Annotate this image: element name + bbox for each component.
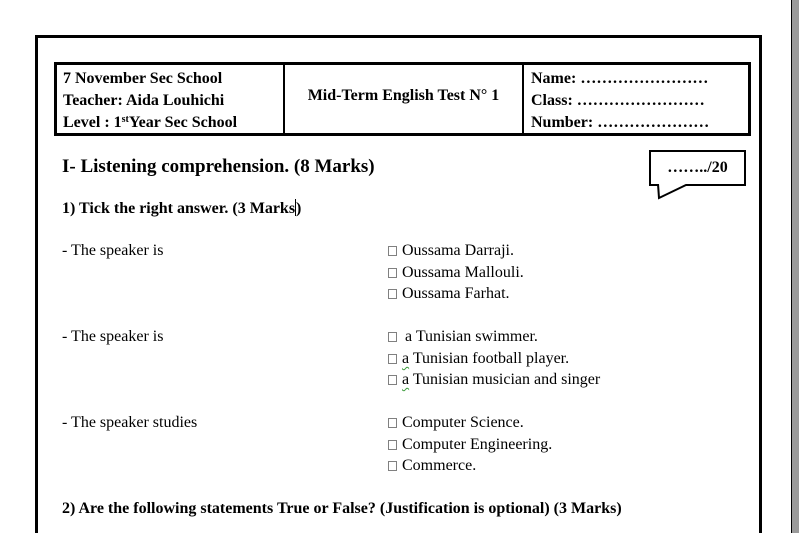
page-shadow	[792, 0, 799, 533]
option-article: a	[405, 328, 413, 345]
header-table	[54, 62, 751, 136]
question-2-title: 2) Are the following statements True or False? (Justification is optional) (3 Marks)	[62, 500, 622, 517]
question-1-text: 1) Tick the right answer. (3 Marks	[62, 200, 296, 217]
level-prefix: Level : 1	[63, 114, 122, 131]
option-label: Tunisian musician and singer	[409, 371, 601, 388]
option-label: Computer Engineering.	[402, 436, 553, 453]
answer-option[interactable]	[388, 327, 538, 347]
checkbox-icon[interactable]	[388, 375, 397, 385]
name-field[interactable]: Name: ……………………	[531, 70, 709, 87]
checkbox-icon[interactable]	[388, 354, 397, 364]
option-label: Oussama Farhat.	[402, 285, 510, 302]
question-stem: - The speaker is	[62, 328, 164, 345]
option-label: Tunisian swimmer.	[412, 328, 538, 345]
answer-option[interactable]	[388, 413, 524, 433]
level-superscript: st	[121, 114, 129, 125]
school-name: 7 November Sec School	[63, 70, 223, 87]
option-label: Tunisian football player.	[409, 350, 570, 367]
option-article: a	[402, 350, 410, 367]
answer-option[interactable]	[388, 241, 514, 261]
question-1-title	[62, 199, 301, 218]
question-stem: - The speaker studies	[62, 414, 198, 431]
question-stem: - The speaker is	[62, 242, 164, 259]
answer-option[interactable]	[388, 456, 476, 476]
school-info-cell	[57, 65, 285, 133]
callout-tail-icon	[656, 184, 690, 200]
checkbox-icon[interactable]	[388, 418, 397, 428]
option-article: a	[402, 371, 410, 388]
test-title: Mid-Term English Test N° 1	[307, 87, 500, 104]
checkbox-icon[interactable]	[388, 289, 397, 299]
score-text: ……../20	[667, 159, 728, 176]
number-field[interactable]: Number: …………………	[531, 114, 710, 131]
option-label: Oussama Mallouli.	[402, 264, 524, 281]
checkbox-icon[interactable]	[388, 246, 397, 256]
teacher-name: Teacher: Aida Louhichi	[63, 92, 225, 109]
checkbox-icon[interactable]	[388, 461, 397, 471]
answer-option[interactable]	[388, 263, 524, 283]
section-title: I- Listening comprehension. (8 Marks)	[62, 156, 375, 177]
answer-option[interactable]	[388, 349, 569, 369]
answer-option[interactable]	[388, 370, 600, 390]
option-label: Oussama Darraji.	[402, 242, 514, 259]
answer-option[interactable]	[388, 284, 510, 304]
checkbox-icon[interactable]	[388, 440, 397, 450]
question-1-text-end: )	[296, 200, 302, 217]
option-label: Commerce.	[402, 457, 477, 474]
score-callout	[649, 150, 746, 186]
student-info-cell	[524, 65, 748, 133]
answer-option[interactable]	[388, 435, 552, 455]
option-label: Computer Science.	[402, 414, 524, 431]
checkbox-icon[interactable]	[388, 332, 397, 342]
level-line	[63, 112, 283, 134]
checkbox-icon[interactable]	[388, 268, 397, 278]
level-suffix: Year Sec School	[128, 114, 238, 131]
class-field[interactable]: Class: ……………………	[531, 92, 705, 109]
test-title-cell	[285, 65, 524, 133]
